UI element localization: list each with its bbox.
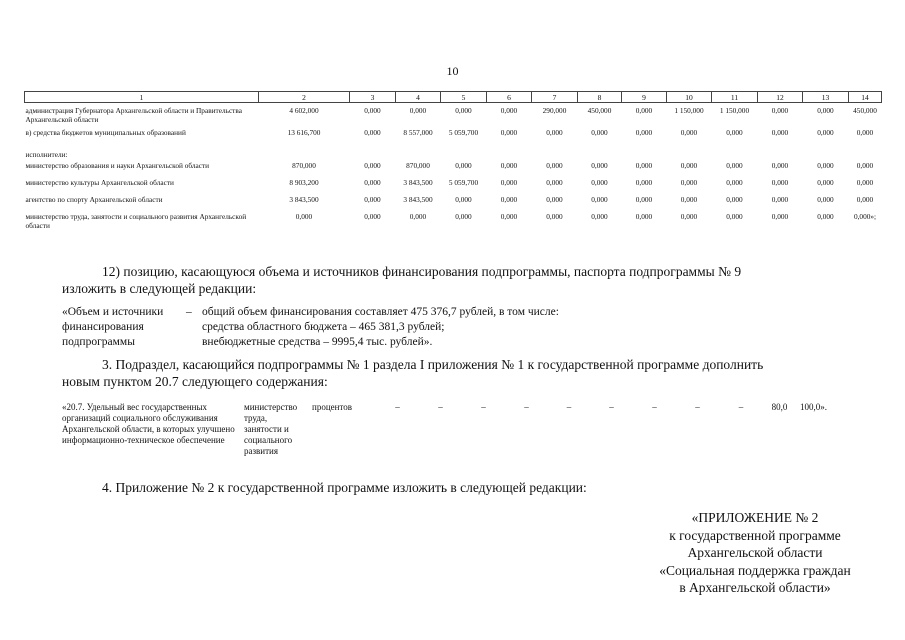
column-header: 6 xyxy=(487,92,532,103)
cell-value: 0,000 xyxy=(546,177,563,187)
cell-value: 450,000 xyxy=(587,106,612,115)
table-row xyxy=(25,178,882,195)
cell-value: 0,000 xyxy=(500,211,518,221)
cell-value: 13 616,700 xyxy=(287,127,321,137)
item-20-7-dash: – xyxy=(695,402,700,412)
item-20-7-value-1: 80,0 xyxy=(771,402,788,412)
cell-value: 1 150,000 xyxy=(719,106,750,115)
item-20-7-executor: министерство труда, занятости и социального развития xyxy=(244,402,298,456)
appendix-line: «Социальная поддержка граждан xyxy=(659,562,851,578)
cell-value: 0,000 xyxy=(364,194,381,204)
cell-value xyxy=(487,150,532,161)
volume-label-line: «Объем и источники xyxy=(62,306,164,318)
cell-value: 0,000 xyxy=(726,211,743,221)
cell-value xyxy=(712,150,758,161)
cell-value: 0,000 xyxy=(409,211,427,221)
volume-value-line: внебюджетные средства – 9995,4 тыс. рублей». xyxy=(202,336,433,348)
cell-value: 3 843,500 xyxy=(403,194,433,204)
column-header: 14 xyxy=(849,92,882,103)
cell-value: 0,000 xyxy=(856,177,874,187)
cell-value: 0,000 xyxy=(364,211,381,221)
row-name: исполнители: xyxy=(25,149,68,159)
item-20-7-dash: – xyxy=(652,402,657,412)
cell-value: 5 059,700 xyxy=(448,127,479,137)
row-name: министерство культуры Архангельской области xyxy=(25,177,174,187)
volume-value-line: общий объем финансирования составляет 475 376,7 рублей, в том числе: xyxy=(202,306,559,318)
table-row xyxy=(25,212,882,234)
column-header: 11 xyxy=(712,92,758,103)
cell-value: 0,000 xyxy=(680,160,698,170)
paragraph-12-line1: 12) позицию, касающуюся объема и источников финансирования подпрограммы, паспорта подпрограммы № 9 xyxy=(102,264,742,279)
appendix-heading xyxy=(630,509,880,597)
cell-value: 0,000 xyxy=(500,177,518,187)
cell-value: 0,000 xyxy=(635,177,653,187)
cell-value xyxy=(532,150,578,161)
cell-value: 0,000 xyxy=(409,106,427,115)
cell-value xyxy=(578,150,622,161)
cell-value: 5 059,700 xyxy=(448,177,479,187)
column-header: 9 xyxy=(622,92,667,103)
item-20-7-dash: – xyxy=(481,402,486,412)
cell-value: 290,000 xyxy=(542,106,567,115)
item-20-7-dash: – xyxy=(395,402,400,412)
cell-value: 3 843,500 xyxy=(403,177,433,187)
column-header: 13 xyxy=(803,92,849,103)
cell-value: 0,000 xyxy=(591,211,608,221)
cell-value: 0,000 xyxy=(635,160,653,170)
cell-value: 0,000 xyxy=(771,106,789,115)
appendix-line: к государственной программе xyxy=(669,527,841,543)
cell-value: 0,000 xyxy=(546,127,563,137)
cell-value: 0,000 xyxy=(591,127,608,137)
cell-value: 0,000 xyxy=(455,160,472,170)
row-name: министерство труда, занятости и социального развития Архангельской области xyxy=(25,211,247,230)
cell-value: 0,000 xyxy=(546,211,563,221)
cell-value: 0,000 xyxy=(455,194,472,204)
column-header: 4 xyxy=(396,92,441,103)
cell-value: 0,000 xyxy=(726,160,743,170)
cell-value: 0,000 xyxy=(817,211,834,221)
cell-value xyxy=(667,150,712,161)
cell-value: 8 903,200 xyxy=(289,177,319,187)
cell-value: 0,000 xyxy=(591,160,608,170)
cell-value: 0,000 xyxy=(856,160,874,170)
item-20-7-row xyxy=(62,402,856,457)
cell-value: 0,000 xyxy=(817,160,834,170)
cell-value: 0,000 xyxy=(817,177,834,187)
row-name: администрация Губернатора Архангельской области и Правительства Архангельской области xyxy=(25,106,242,124)
table-row xyxy=(25,128,882,150)
paragraph-4: 4. Приложение № 2 к государственной программе изложить в следующей редакции: xyxy=(102,480,587,495)
item-20-7-dash: – xyxy=(524,402,529,412)
column-header: 7 xyxy=(532,92,578,103)
cell-value: 0,000 xyxy=(771,194,789,204)
cell-value: 0,000 xyxy=(817,127,834,137)
volume-label xyxy=(62,305,163,350)
cell-value: 0,000 xyxy=(680,194,698,204)
cell-value: 0,000 xyxy=(817,106,834,115)
cell-value: 0,000 xyxy=(635,194,653,204)
finance-table-header xyxy=(25,92,882,103)
appendix-line: Архангельской области xyxy=(687,545,823,560)
table-row xyxy=(25,103,882,128)
cell-value xyxy=(622,150,667,161)
cell-value: 0,000 xyxy=(771,211,789,221)
row-name: министерство образования и науки Архангельской области xyxy=(25,160,210,170)
column-header: 1 xyxy=(25,92,259,103)
cell-value: 0,000 xyxy=(726,194,743,204)
cell-value: 0,000 xyxy=(500,106,518,115)
column-header: 12 xyxy=(758,92,803,103)
cell-value: 0,000»; xyxy=(853,211,877,221)
cell-value: 0,000 xyxy=(771,160,789,170)
item-20-7-unit: процентов xyxy=(312,402,353,412)
cell-value: 0,000 xyxy=(726,127,743,137)
cell-value: 0,000 xyxy=(680,127,698,137)
item-20-7-dash: – xyxy=(438,402,443,412)
column-header: 5 xyxy=(441,92,487,103)
cell-value: 450,000 xyxy=(853,106,877,115)
cell-value: 0,000 xyxy=(635,106,653,115)
table-row xyxy=(25,161,882,178)
cell-value: 0,000 xyxy=(455,106,472,115)
cell-value: 0,000 xyxy=(500,194,518,204)
paragraph-3-line2: новым пунктом 20.7 следующего содержания: xyxy=(62,374,328,389)
cell-value: 0,000 xyxy=(591,194,608,204)
cell-value: 0,000 xyxy=(680,177,698,187)
volume-value-line: средства областного бюджета – 465 381,3 рублей; xyxy=(202,321,445,333)
cell-value: 0,000 xyxy=(546,194,563,204)
appendix-line: «ПРИЛОЖЕНИЕ № 2 xyxy=(691,510,819,525)
row-name: в) средства бюджетов муниципальных образований xyxy=(25,127,186,137)
cell-value: 0,000 xyxy=(364,106,381,115)
cell-value: 8 557,000 xyxy=(403,127,433,137)
cell-value: 0,000 xyxy=(635,127,653,137)
cell-value: 0,000 xyxy=(295,211,313,221)
item-20-7-dash: – xyxy=(566,402,572,412)
table-row xyxy=(25,195,882,212)
column-header: 2 xyxy=(259,92,350,103)
cell-value: 0,000 xyxy=(771,127,789,137)
page-number: 10 xyxy=(446,64,459,78)
cell-value: 0,000 xyxy=(856,194,874,204)
cell-value xyxy=(396,150,441,161)
item-20-7-name: «20.7. Удельный вес государственных организаций социального обслуживания Архангельской области, в которых улучшено информационно-техническое обеспечение xyxy=(62,402,235,445)
cell-value xyxy=(259,150,350,161)
table-row xyxy=(25,150,882,161)
finance-table xyxy=(24,91,882,234)
item-20-7-value-2: 100,0». xyxy=(800,402,827,412)
cell-value xyxy=(803,150,849,161)
cell-value: 4 602,000 xyxy=(289,106,319,115)
paragraph-3-line1: 3. Подраздел, касающийся подпрограммы № 1 раздела I приложения № 1 к государственной программе дополнить xyxy=(102,357,764,372)
column-header: 10 xyxy=(667,92,712,103)
cell-value: 0,000 xyxy=(500,160,518,170)
item-20-7-dash: – xyxy=(738,402,744,412)
paragraph-12-line2: изложить в следующей редакции: xyxy=(62,281,257,296)
volume-dash: – xyxy=(186,306,192,318)
cell-value xyxy=(350,150,396,161)
row-name: агентство по спорту Архангельской области xyxy=(25,194,163,204)
cell-value: 870,000 xyxy=(406,160,430,170)
cell-value xyxy=(441,150,487,161)
cell-value xyxy=(758,150,803,161)
cell-value: 0,000 xyxy=(591,177,608,187)
column-header: 3 xyxy=(350,92,396,103)
cell-value xyxy=(849,150,882,161)
cell-value: 0,000 xyxy=(680,211,698,221)
volume-label-line: подпрограммы xyxy=(62,336,135,348)
cell-value: 0,000 xyxy=(726,177,743,187)
cell-value: 3 843,500 xyxy=(289,194,319,204)
cell-value: 0,000 xyxy=(635,211,653,221)
cell-value: 0,000 xyxy=(455,211,472,221)
cell-value: 0,000 xyxy=(771,177,789,187)
cell-value: 0,000 xyxy=(500,127,518,137)
cell-value: 0,000 xyxy=(364,127,381,137)
cell-value: 1 150,000 xyxy=(674,106,704,115)
cell-value: 0,000 xyxy=(817,194,834,204)
cell-value: 0,000 xyxy=(856,127,874,137)
cell-value: 0,000 xyxy=(546,160,563,170)
volume-label-line: финансирования xyxy=(62,321,144,333)
cell-value: 870,000 xyxy=(292,160,316,170)
cell-value: 0,000 xyxy=(364,177,381,187)
volume-value xyxy=(202,305,559,350)
cell-value: 0,000 xyxy=(364,160,381,170)
column-header: 8 xyxy=(578,92,622,103)
item-20-7-dash: – xyxy=(609,402,614,412)
appendix-line: в Архангельской области» xyxy=(679,580,831,595)
